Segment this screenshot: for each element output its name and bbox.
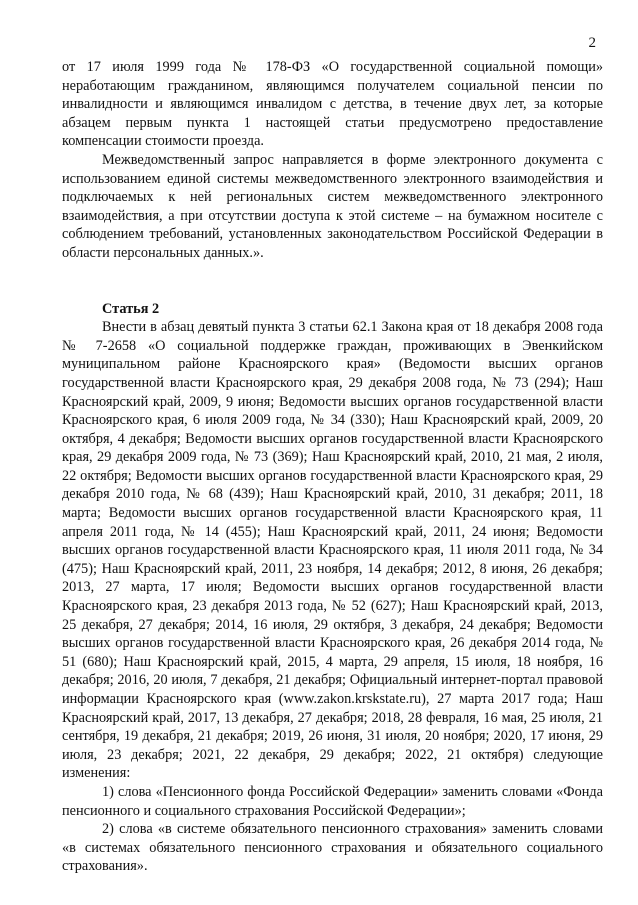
paragraph-amendment-item-2: 2) слова «в системе обязательного пенсионного страхования» заменить словами «в системах обязательного пенсионного страхования и обязательного социального страхования». [62,821,603,875]
paragraph-amendment-intro: Внести в абзац девятый пункта 3 статьи 62.1 Закона края от 18 декабря 2008 года № 7-2658 «О социальной поддержке граждан, проживающих в Эвенкийском муниципальном районе Красноярского края» (Ведомости высших органов государственной власти Красноярского края, 29 декабря 2008 года, № 73 (294); Наш Красноярский край, 2009, 9 июня; Ведомости высших органов государственной власти Красноярского края, 6 июля 2009 года, № 34 (330); Наш Красноярский край, 2009, 20 октября, 4 декабря; Ведомости высших органов государственной власти Красноярского края, 29 декабря 2009 года, № 73 (369); Наш Красноярский край, 2010, 21 мая, 2 июля, 22 октября; Ведомости высших органов государственной власти Красноярского края, 29 декабря 2010 года, № 68 (439); Наш Красноярский край, 2010, 31 декабря; 2011, 18 марта; Ведомости высших органов государственной власти Красноярского края, 11 апреля 2011 года, № 14 (455); Наш Красноярский край, 2011, 24 июня; Ведомости высших органов государственной власти Красноярского края, 11 июля 2011 года, № 34 (475); Наш Красноярский край, 2011, 23 ноября, 14 декабря; 2012, 8 июня, 26 декабря; 2013, 27 марта, 17 июля; Ведомости высших органов государственной власти Красноярского края, 23 декабря 2013 года, № 52 (627); Наш Красноярский край, 2013, 25 декабря, 27 декабря; 2014, 16 июля, 29 октября, 3 декабря, 24 декабря; Ведомости высших органов государственной власти Красноярского края, 26 декабря 2014 года, № 51 (680); Наш Красноярский край, 2015, 4 марта, 29 апреля, 15 июля, 18 ноября, 16 декабря; 2016, 20 июля, 7 декабря, 21 декабря; Официальный интернет-портал правовой информации Красноярского края (www.zakon.krskstate.ru), 27 марта 2017 года; Наш Красноярский край, 2017, 13 декабря, 27 декабря; 2018, 28 февраля, 16 мая, 25 июля, 21 сентября, 19 декабря, 21 декабря; 2019, 26 июня, 31 июля, 20 ноября; 2020, 17 июня, 29 июля, 23 декабря; 2021, 22 декабря, 29 декабря; 2022, 21 октября) следующие изменения: [62,319,603,782]
paragraph-amendment-item-1: 1) слова «Пенсионного фонда Российской Федерации» заменить словами «Фонда пенсионного и социального страхования Российской Федерации»; [62,783,603,819]
page-number: 2 [588,35,596,51]
article-title: Статья 2 [102,300,160,317]
document-body [62,58,603,876]
paragraph-interagency-request: Межведомственный запрос направляется в форме электронного документа с использованием единой системы межведомственного электронного взаимодействия и подключаемых к ней региональных систем межведомственного электронного взаимодействия, а при отсутствии доступа к этой системе – на бумажном носителе с соблюдением требований, установленных законодательством Российской Федерации в области персональных данных.». [62,151,603,261]
paragraph-continuation: от 17 июля 1999 года № 178-ФЗ «О государственной социальной помощи» неработающим гражданином, являющимся получателем социальной пенсии по инвалидности и являющимся инвалидом с детства, в течение двух лет, за которые абзацем первым пункта 1 настоящей статьи предусмотрено предоставление компенсации стоимости проезда. [62,59,603,150]
